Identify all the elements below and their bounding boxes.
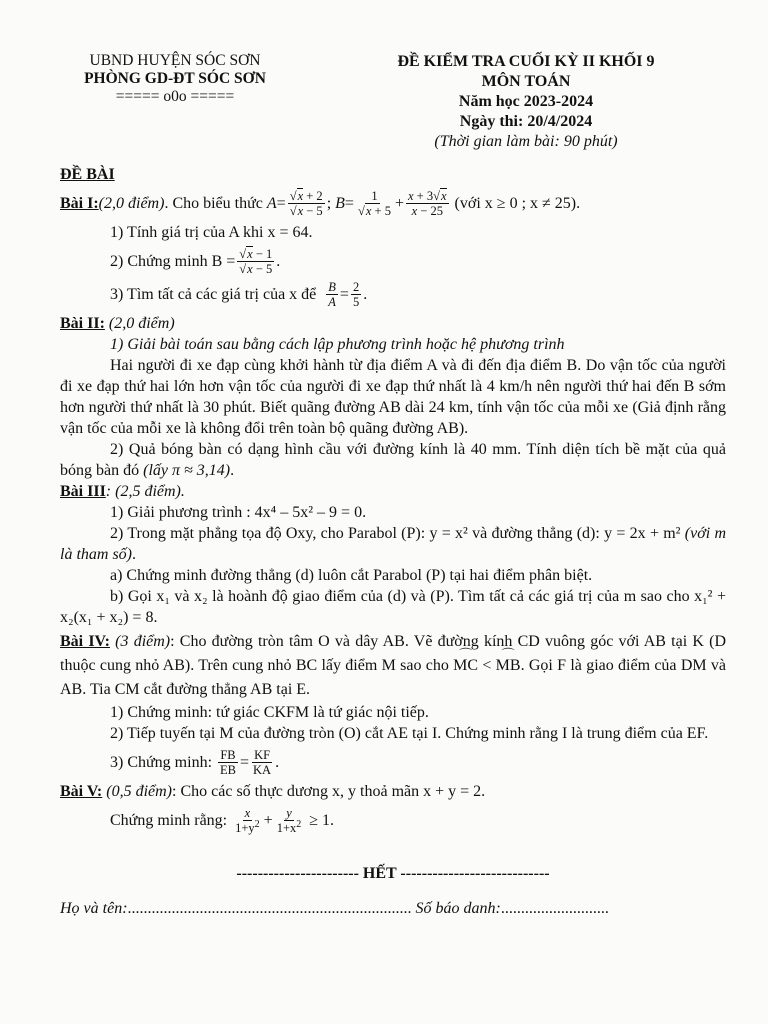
bai1-q1: 1) Tính giá trị của A khi x = 64.	[110, 224, 313, 241]
header	[60, 52, 726, 152]
sbd-label: Số báo danh:	[415, 900, 501, 917]
header-right	[356, 52, 696, 152]
bai2-label: Bài II:	[60, 315, 105, 332]
bai4-q3: 3) Chứng minh: $\frac{FB}{EB}$ = $\frac{KF}{KA}$ .	[110, 748, 280, 777]
department-name: PHÒNG GD-ĐT SÓC SƠN	[84, 70, 266, 87]
fraction-b-proof: $\frac{√x - 1}{√x - 5}$	[239, 247, 273, 276]
bai4-q3-text: 3) Chứng minh:	[110, 754, 213, 771]
var-a: A	[266, 195, 277, 212]
bai1-statement: Bài I: (2,0 điểm) . Cho biểu thức A = $\frac{√x + 2}{√x - 5}$ ; B = $\frac{1}{√x + 5}$ + $\frac{x + 3√x}{x - 25}$ (với x ≥ 0 ; x ≠ 25).	[60, 189, 581, 218]
fraction-kf-ka: $\frac{KF}{KA}$	[253, 748, 272, 777]
school-year: Năm học 2023-2024	[458, 93, 594, 110]
bai5-ineq-end: ≥ 1.	[309, 812, 335, 829]
bai3-qb: b) Gọi x₁ và x₂ là hoành độ giao điểm của (d) và (P). Tìm tất cả các giá trị của m sao cho x₁² + x₂(x₁ + x₂) = 8.	[60, 588, 726, 626]
bai2-p2-text: 2) Quả bóng bàn có dạng hình cầu với đường kính là 40 mm. Tính diện tích bề mặt của quả bóng bàn đó	[60, 441, 726, 479]
fraction-b-over-a: $\frac{B}{A}$	[328, 280, 336, 309]
de-bai-heading: ĐỀ BÀI	[60, 166, 115, 183]
bai1-intro: . Cho biểu thức	[164, 195, 263, 212]
bai2-problem2	[60, 439, 726, 481]
exam-duration: (Thời gian làm bài: 90 phút)	[434, 133, 618, 150]
header-divider: ===== o0o =====	[115, 88, 235, 105]
fraction-fb-eb: $\frac{FB}{EB}$	[220, 748, 236, 777]
fraction-b2: $\frac{x + 3√x}{x - 25}$	[407, 189, 447, 218]
fraction-b1: $\frac{1}{√x + 5}$	[357, 189, 391, 218]
bai5-label: Bài V:	[60, 783, 103, 800]
bai1-q2-text: 2) Chứng minh B =	[110, 253, 236, 270]
bai1-q3: 3) Tìm tất cả các giá trị của x để $\frac{B}{A}$ = $\frac{2}{5}$ .	[110, 280, 368, 309]
var-b: B	[335, 195, 345, 212]
bai2-p2-pi: (lấy π ≈ 3,14)	[143, 462, 231, 479]
bai3-q2-end: .	[132, 546, 136, 563]
header-left	[60, 52, 290, 152]
sbd-dots: ...........................	[500, 900, 609, 917]
bai1-condition: (với x ≥ 0 ; x ≠ 25).	[454, 195, 581, 212]
bai4-q1: 1) Chứng minh: tứ giác CKFM là tứ giác nội tiếp.	[110, 704, 429, 721]
bai5-prove-text: Chứng minh rằng:	[110, 812, 228, 829]
exam-page	[60, 52, 726, 919]
bai3-q1: 1) Giải phương trình : 4x⁴ – 5x² – 9 = 0.	[110, 504, 367, 521]
bai4-statement	[60, 630, 726, 702]
bai3-heading	[60, 481, 726, 502]
bai3-points: : (2,5 điểm).	[105, 483, 185, 500]
bai4-points: (3 điểm)	[115, 633, 171, 650]
bai3-q2-param: (với m là tham số)	[60, 525, 727, 563]
bai3-qa: a) Chứng minh đường thẳng (d) luôn cắt Parabol (P) tại hai điểm phân biệt.	[110, 567, 593, 584]
fraction-x: $\frac{x}{1+y^2}$	[235, 806, 260, 835]
fraction-2-5: $\frac{2}{5}$	[352, 280, 360, 309]
bai3-q2-text: 2) Trong mặt phẳng tọa độ Oxy, cho Parabol (P): y = x² và đường thẳng (d): y = 2x + m²	[110, 525, 681, 542]
bai1-q3-text: 3) Tìm tất cả các giá trị của x để	[110, 286, 317, 303]
bai2-points: (2,0 điểm)	[108, 315, 175, 332]
bai5-points: (0,5 điểm)	[106, 783, 173, 800]
name-label: Họ và tên:	[60, 900, 128, 917]
bai4-text-b: . Gọi F là giao điểm của DM và AB. Tia CM cắt đường thẳng AB tại E.	[60, 657, 727, 698]
bai4-text-a: : Cho đường tròn tâm O và dây AB. Vẽ đường kính CD vuông góc với AB tại K (D thuộc cung nhỏ AB). Trên cung nhỏ BC lấy điểm M sao cho	[60, 633, 727, 674]
bai5-statement	[60, 781, 726, 802]
bai1-label: Bài I:	[60, 195, 99, 212]
bai1-points: (2,0 điểm)	[98, 195, 165, 212]
arc-mc: ⌒ MC	[453, 654, 478, 678]
bai2-sub1: 1) Giải bài toán sau bằng cách lập phương trình hoặc hệ phương trình	[110, 336, 565, 353]
bai5-inequality: Chứng minh rằng: $\frac{x}{1+y^2}$ + $\frac{y}{1+x^2}$ ≥ 1.	[110, 806, 335, 835]
footer	[60, 898, 726, 919]
district-name: UBND HUYỆN SÓC SƠN	[89, 52, 261, 69]
bai4-q2: 2) Tiếp tuyến tại M của đường tròn (O) cắt AE tại I. Chứng minh rằng I là trung điểm của EF.	[110, 725, 709, 742]
bai3-label: Bài III	[60, 483, 106, 500]
less-than: <	[482, 657, 492, 674]
end-marker: ----------------------- HẾT ----------------------------	[236, 865, 550, 882]
bai2-problem1: Hai người đi xe đạp cùng khởi hành từ địa điểm A và đi đến địa điểm B. Do vận tốc của người đi xe đạp thứ hai lớn hơn vận tốc của người đi xe đạp thứ nhất là 4 km/h nên người thứ hai đến B sớm hơn người thứ nhất là 30 phút. Biết quãng đường AB dài 24 km, tính vận tốc của mỗi xe (Giả định rằng vận tốc của mỗi xe là không đổi trên toàn bộ quãng đường AB).	[60, 357, 726, 437]
bai4-label: Bài IV:	[60, 633, 110, 650]
bai5-text: : Cho các số thực dương x, y thoả mãn x + y = 2.	[172, 783, 486, 800]
fraction-y: $\frac{y}{1+x^2}$	[276, 806, 302, 835]
fraction-a: $\frac{√x + 2}{√x - 5}$	[289, 189, 323, 218]
subject-name: MÔN TOÁN	[481, 73, 571, 90]
bai1-q2: 2) Chứng minh B = $\frac{√x - 1}{√x - 5}$ .	[110, 247, 281, 276]
exam-date: Ngày thi: 20/4/2024	[459, 113, 593, 130]
bai2-p2-end: .	[230, 462, 235, 479]
name-dots: .......................................................................	[127, 900, 412, 917]
arc-mb: ⌒ MB	[496, 654, 521, 678]
bai2-heading	[60, 313, 726, 334]
bai3-q2	[60, 523, 726, 565]
exam-title: ĐỀ KIỂM TRA CUỐI KỲ II KHỐI 9	[397, 53, 655, 70]
